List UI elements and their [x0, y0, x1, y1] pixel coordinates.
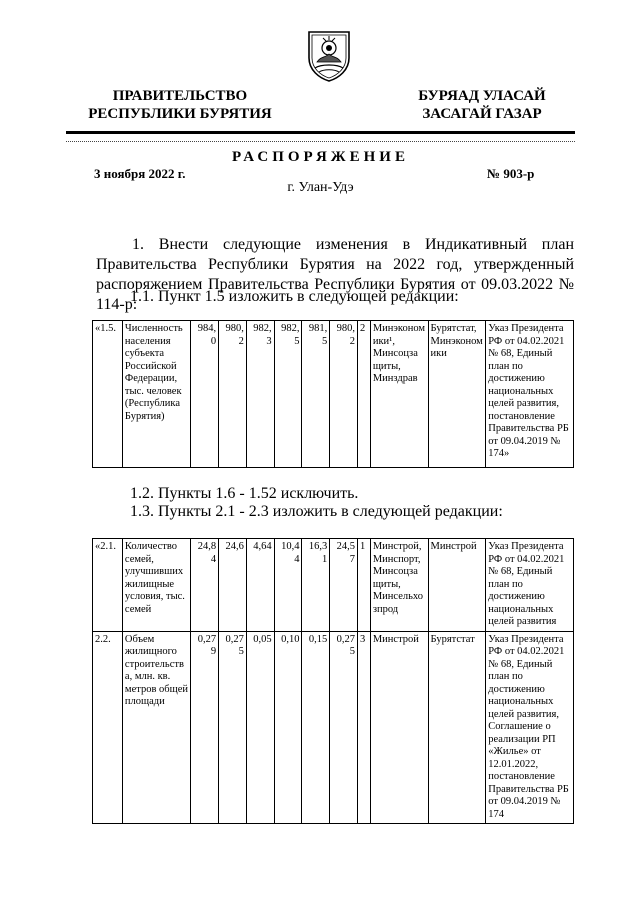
basis-cell: Указ Президента РФ от 04.02.2021 № 68, Единый план по достижению национальных целей развития, постановление Правительства РБ от 09.04.2019 № 174»: [486, 321, 574, 468]
coexecutor-cell: Минстрой: [428, 539, 486, 632]
value-cell: 0,10: [274, 631, 302, 824]
header-right-line2: ЗАСАГАЙ ГАЗАР: [422, 106, 542, 122]
header-left-line1: ПРАВИТЕЛЬСТВО: [112, 88, 248, 104]
value-cell: 24,84: [191, 539, 219, 632]
government-name-russian: [70, 87, 290, 123]
header-right-line1: БУРЯАД УЛАСАЙ: [418, 88, 546, 104]
table-row: [93, 321, 574, 468]
basis-cell: Указ Президента РФ от 04.02.2021 № 68, Единый план по достижению национальных целей развития, Соглашение о реализации РП «Жилье» от 12.01.2022, постановление Правительства РБ от 09.04.2019 № 174: [486, 631, 574, 824]
code-cell: 3: [358, 631, 371, 824]
row-id: «2.1.: [93, 539, 123, 632]
value-cell: 16,31: [302, 539, 330, 632]
value-cell: 24,57: [330, 539, 358, 632]
indicator-name: Количество семей, улучшивших жилищные условия, тыс. семей: [122, 539, 190, 632]
responsible-cell: Минстрой, Минспорт, Минсоцзащиты, Минсельхозпрод: [370, 539, 428, 632]
value-cell: 984,0: [191, 321, 219, 468]
value-cell: 0,05: [246, 631, 274, 824]
code-cell: 1: [358, 539, 371, 632]
value-cell: 24,6: [219, 539, 247, 632]
paragraph-1-3: 1.3. Пункты 2.1 - 2.3 изложить в следующей редакции:: [130, 503, 503, 520]
document-date: 3 ноября 2022 г.: [94, 166, 186, 181]
value-cell: 0,279: [191, 631, 219, 824]
responsible-cell: Минстрой: [370, 631, 428, 824]
amendment-table-1: [92, 320, 574, 468]
header-left-line2: РЕСПУБЛИКИ БУРЯТИЯ: [88, 106, 272, 122]
value-cell: 0,275: [219, 631, 247, 824]
coexecutor-cell: Бурятстат: [428, 631, 486, 824]
paragraph-1-1: 1.1. Пункт 1.5 изложить в следующей редакции:: [130, 288, 459, 305]
document-city: г. Улан-Удэ: [287, 180, 354, 195]
value-cell: 0,15: [302, 631, 330, 824]
indicator-name: Объем жилищного строительства, млн. кв. метров общей площади: [122, 631, 190, 824]
row-id: 2.2.: [93, 631, 123, 824]
value-cell: 10,44: [274, 539, 302, 632]
table-row: [93, 631, 574, 824]
row-id: «1.5.: [93, 321, 123, 468]
paragraph-1-2: 1.2. Пункты 1.6 - 1.52 исключить.: [130, 485, 359, 502]
paragraph-1: 1. Внести следующие изменения в Индикативный план Правительства Республики Бурятия на 2022 год, утвержденный распоряжением Правительства Республики Бурятия от 09.03.2022 № 114-р:: [96, 236, 574, 313]
amendment-table-2: [92, 538, 574, 824]
value-cell: 4,64: [246, 539, 274, 632]
header-divider-dotted: [66, 141, 575, 142]
value-cell: 982,3: [246, 321, 274, 468]
code-cell: 2: [358, 321, 371, 468]
value-cell: 981,5: [302, 321, 330, 468]
value-cell: 980,2: [219, 321, 247, 468]
government-name-buryat: [392, 87, 572, 123]
header-divider-thick: [66, 131, 575, 134]
responsible-cell: Минэкономики¹, Минсоцзащиты, Минздрав: [370, 321, 428, 468]
document-number: № 903-р: [487, 166, 535, 181]
basis-cell: Указ Президента РФ от 04.02.2021 № 68, Единый план по достижению национальных целей развития: [486, 539, 574, 632]
document-title: РАСПОРЯЖЕНИЕ: [232, 149, 409, 165]
indicator-name: Численность населения субъекта Российской Федерации, тыс. человек (Республика Бурятия): [122, 321, 190, 468]
coexecutor-cell: Бурятстат, Минэкономики: [428, 321, 486, 468]
value-cell: 980,2: [330, 321, 358, 468]
value-cell: 0,275: [330, 631, 358, 824]
coat-of-arms-emblem: [303, 28, 355, 82]
table-row: [93, 539, 574, 632]
value-cell: 982,5: [274, 321, 302, 468]
